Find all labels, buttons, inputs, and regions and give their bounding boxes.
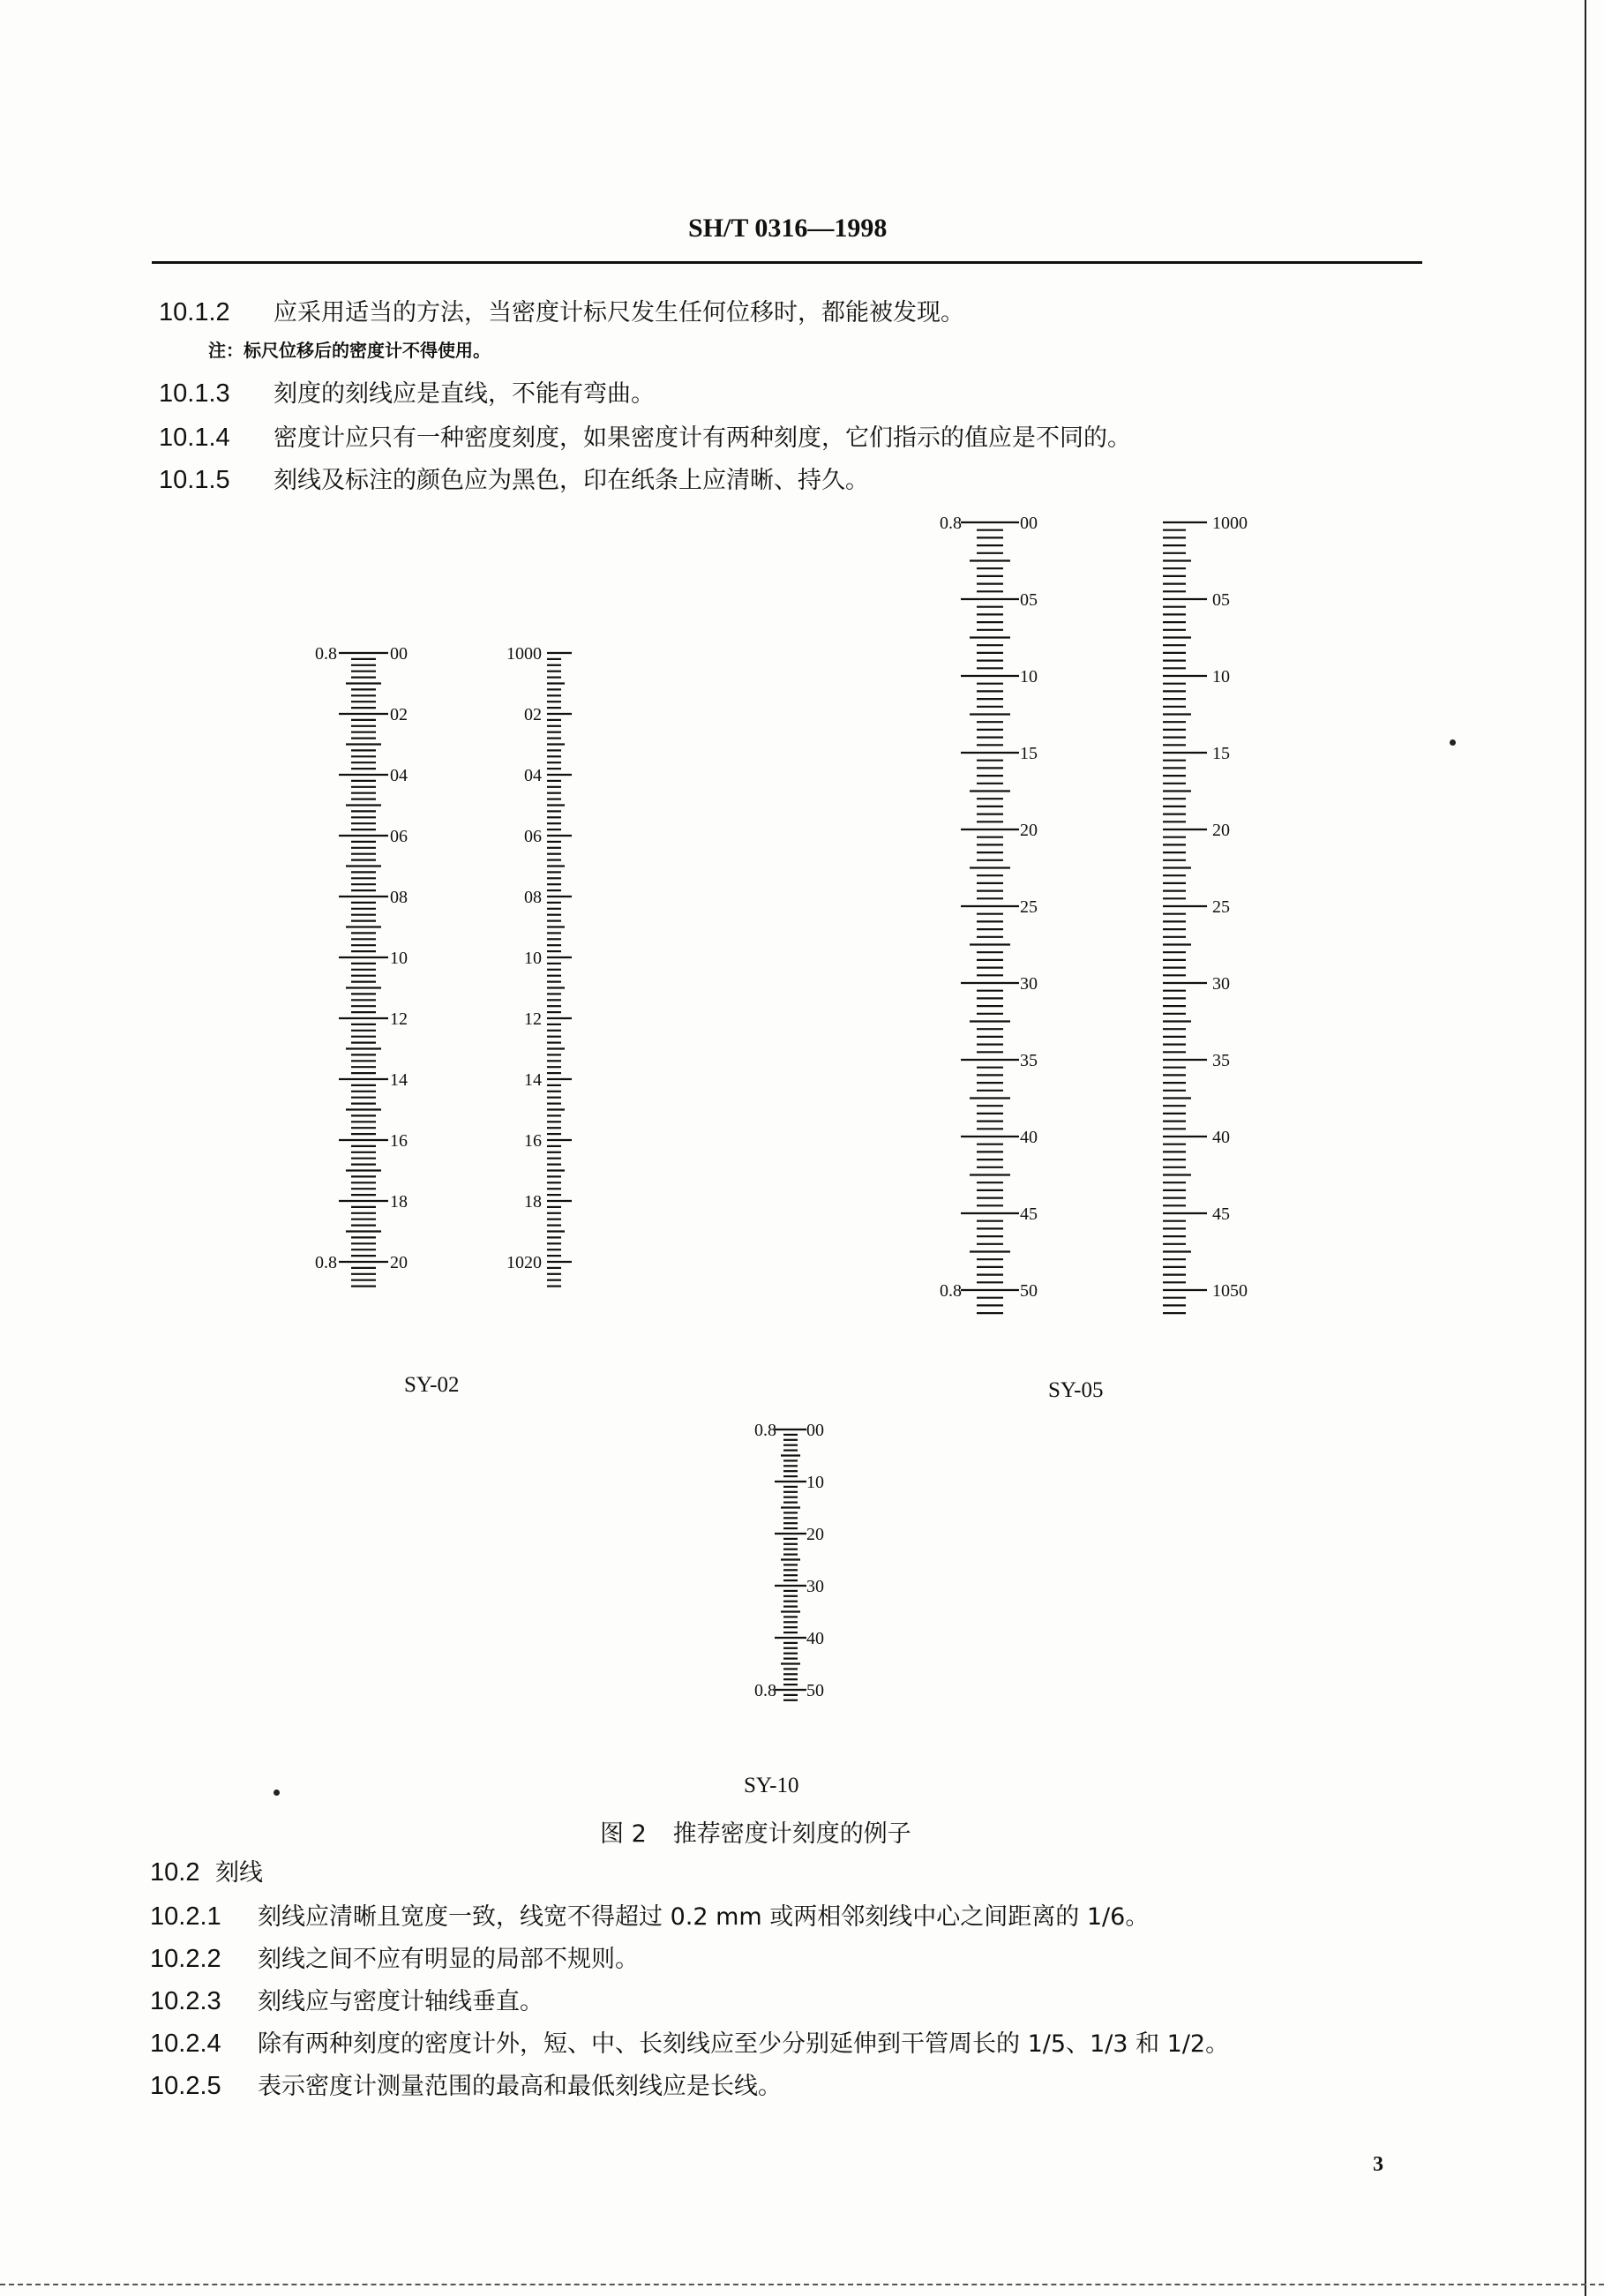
clause-number: 10.1.3 (159, 379, 230, 408)
tick-label: 40 (806, 1629, 824, 1648)
tick-label: 10 (1212, 667, 1230, 687)
scale-sy02-right (494, 634, 591, 1322)
clause-10-2-4 (150, 2024, 1229, 2059)
scale-sy05-left (918, 510, 1068, 1331)
tick-label: 00 (390, 644, 408, 664)
tick-label: 12 (524, 1009, 542, 1029)
caption-sy10: SY-10 (744, 1774, 799, 1797)
clause-10-1-2 (159, 293, 964, 327)
clause-text: 刻线应与密度计轴线垂直。 (258, 1988, 543, 2015)
page-number: 3 (1373, 2153, 1383, 2176)
tick-label: 14 (524, 1070, 542, 1090)
tick-label: 1050 (1212, 1281, 1248, 1301)
tick-label: 35 (1212, 1051, 1230, 1070)
clause-10-2-1 (150, 1897, 1149, 1932)
tick-label: 10 (1020, 667, 1038, 687)
clause-number: 10.2.3 (150, 1987, 221, 2015)
clause-number: 10.1.5 (159, 466, 230, 494)
tick-label: 50 (806, 1681, 824, 1700)
tick-label: 40 (1020, 1128, 1038, 1147)
clause-number: 10.2.5 (150, 2072, 221, 2100)
figure-title (600, 1814, 911, 1849)
tick-label: 30 (1212, 974, 1230, 994)
tick-label: 20 (1212, 821, 1230, 840)
tick-label: 14 (390, 1070, 408, 1090)
tick-label-prefix: 0.8 (940, 514, 962, 533)
section-number: 10.2 (150, 1858, 200, 1887)
clause-number: 10.1.4 (159, 424, 230, 452)
header-rule (152, 261, 1422, 264)
tick-label: 15 (1020, 744, 1038, 763)
tick-label-prefix: 0.8 (315, 644, 337, 664)
clause-text: 刻线之间不应有明显的局部不规则。 (258, 1946, 639, 1973)
tick-label: 05 (1212, 590, 1230, 610)
scale-sy05-right (1156, 510, 1288, 1331)
tick-label: 02 (390, 705, 408, 724)
tick-label-prefix: 0.8 (940, 1281, 962, 1301)
tick-label: 25 (1020, 897, 1038, 917)
note-label: 注： (208, 340, 244, 361)
clause-number: 10.2.1 (150, 1902, 221, 1931)
tick-label: 1000 (506, 644, 542, 664)
tick-label-prefix: 0.8 (315, 1253, 337, 1272)
caption-sy02: SY-02 (404, 1373, 460, 1397)
tick-label: 05 (1020, 590, 1038, 610)
tick-label: 20 (390, 1253, 408, 1272)
tick-label: 25 (1212, 897, 1230, 917)
clause-text: 除有两种刻度的密度计外，短、中、长刻线应至少分别延伸到干管周长的 1/5、1/3 和 1/2。 (258, 2030, 1230, 2058)
clause-10-2-5 (150, 2067, 782, 2101)
clause-10-1-3 (159, 374, 655, 409)
tick-label-prefix: 0.8 (754, 1681, 776, 1700)
scan-border-right (1585, 0, 1586, 2296)
scan-border-bottom (0, 2284, 1604, 2285)
tick-label: 1020 (506, 1253, 542, 1272)
tick-label: 06 (524, 827, 542, 846)
tick-label: 08 (390, 888, 408, 907)
tick-label: 30 (806, 1577, 824, 1596)
tick-label: 35 (1020, 1051, 1038, 1070)
figure-title-text: 推荐密度计刻度的例子 (672, 1820, 911, 1848)
tick-label: 10 (806, 1473, 824, 1492)
tick-label-prefix: 0.8 (754, 1421, 776, 1440)
clause-10-1-5 (159, 461, 869, 495)
clause-text: 刻线应清晰且宽度一致，线宽不得超过 0.2 mm 或两相邻刻线中心之间距离的 1/6。 (258, 1903, 1150, 1931)
tick-label: 10 (390, 949, 408, 968)
tick-label: 12 (390, 1009, 408, 1029)
tick-label: 04 (390, 766, 408, 785)
section-10-2 (150, 1853, 263, 1887)
tick-label: 45 (1212, 1204, 1230, 1224)
clause-number: 10.2.4 (150, 2030, 221, 2058)
tick-label: 15 (1212, 744, 1230, 763)
section-title: 刻线 (215, 1859, 263, 1887)
caption-sy05: SY-05 (1048, 1378, 1104, 1402)
tick-label: 10 (524, 949, 542, 968)
note-text: 标尺位移后的密度计不得使用。 (244, 340, 491, 361)
tick-label: 16 (390, 1131, 408, 1151)
standard-number-header: SH/T 0316—1998 (688, 214, 888, 243)
figure-number: 图 2 (600, 1820, 647, 1848)
tick-label: 40 (1212, 1128, 1230, 1147)
clause-10-2-3 (150, 1982, 543, 2016)
tick-label: 02 (524, 705, 542, 724)
scale-sy02-left (300, 634, 432, 1322)
tick-label: 06 (390, 827, 408, 846)
tick-label: 50 (1020, 1281, 1038, 1301)
scan-speck (1450, 739, 1456, 746)
clause-number: 10.1.2 (159, 298, 230, 326)
tick-label: 18 (524, 1192, 542, 1212)
tick-label: 45 (1020, 1204, 1038, 1224)
tick-label: 20 (806, 1525, 824, 1544)
tick-label: 04 (524, 766, 542, 785)
clause-10-1-4 (159, 418, 1131, 453)
clause-text: 表示密度计测量范围的最高和最低刻线应是长线。 (258, 2073, 782, 2100)
note (208, 336, 491, 362)
clause-text: 刻线及标注的颜色应为黑色，印在纸条上应清晰、持久。 (274, 467, 869, 494)
tick-label: 16 (524, 1131, 542, 1151)
tick-label: 08 (524, 888, 542, 907)
clause-number: 10.2.2 (150, 1945, 221, 1973)
scan-speck (274, 1790, 280, 1796)
clause-text: 应采用适当的方法，当密度计标尺发生任何位移时，都能被发现。 (274, 299, 964, 326)
tick-label: 00 (1020, 514, 1038, 533)
tick-label: 00 (806, 1421, 824, 1440)
tick-label: 18 (390, 1192, 408, 1212)
tick-label: 20 (1020, 821, 1038, 840)
tick-label: 30 (1020, 974, 1038, 994)
clause-text: 刻度的刻线应是直线，不能有弯曲。 (274, 380, 655, 408)
clause-text: 密度计应只有一种密度刻度，如果密度计有两种刻度，它们指示的值应是不同的。 (274, 424, 1131, 452)
scale-sy10 (732, 1414, 856, 1722)
clause-10-2-2 (150, 1940, 639, 1974)
tick-label: 1000 (1212, 514, 1248, 533)
